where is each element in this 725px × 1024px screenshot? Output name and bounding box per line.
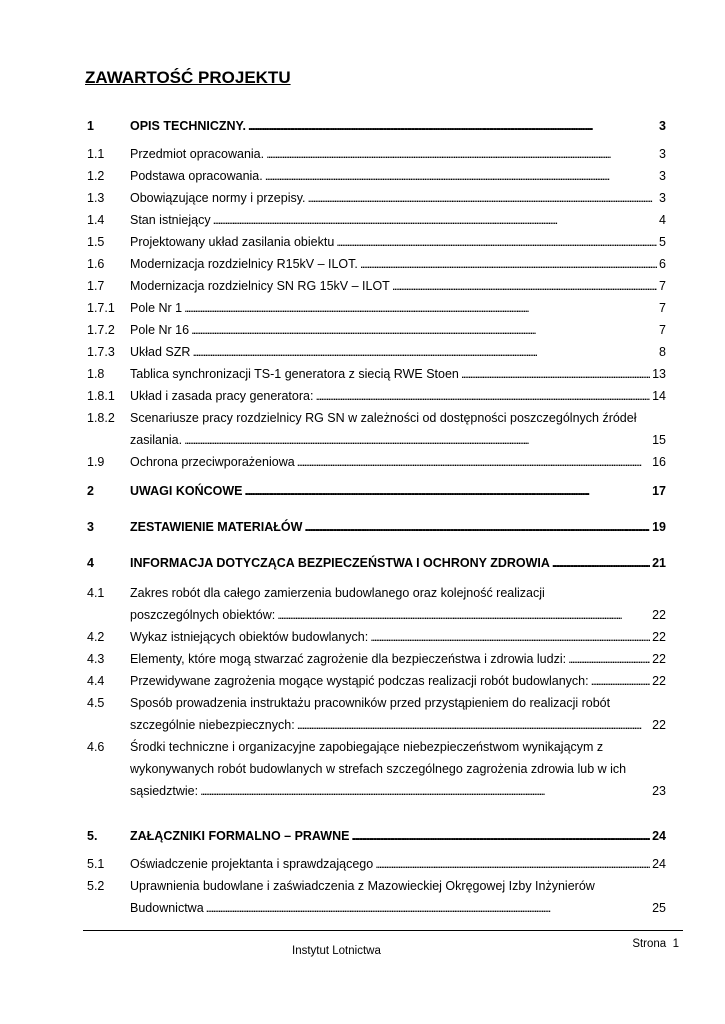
footer-page-indicator bbox=[632, 938, 679, 950]
toc-entry-page: 3 bbox=[659, 191, 666, 205]
toc-entry bbox=[0, 481, 725, 501]
toc-entry-number: 1.7.2 bbox=[87, 323, 115, 337]
toc-entry-title: Układ i zasada pracy generatora: bbox=[130, 389, 314, 403]
toc-entry bbox=[0, 781, 725, 801]
footer-page-label: Strona bbox=[632, 938, 667, 950]
toc-entry-page: 22 bbox=[652, 674, 666, 688]
toc-entry bbox=[0, 693, 725, 713]
toc-entry bbox=[0, 408, 725, 428]
toc-leader-dots bbox=[265, 166, 657, 186]
toc-entry-number: 4.1 bbox=[87, 586, 105, 600]
toc-entry-number: 1.8.2 bbox=[87, 411, 115, 425]
toc-entry-title: Projektowany układ zasilania obiektu bbox=[130, 235, 335, 249]
toc-entry bbox=[0, 553, 725, 573]
toc-leader-dots bbox=[266, 144, 657, 164]
toc-entry-title: Układ SZR bbox=[130, 345, 191, 359]
toc-entry-page: 7 bbox=[659, 301, 666, 315]
toc-entry bbox=[0, 166, 725, 186]
toc-entry-number: 1.7.3 bbox=[87, 345, 115, 359]
toc-entry-title: wykonywanych robót budowlanych w strefach szczególnego zagrożenia zdrowia lub w ich bbox=[130, 762, 627, 776]
toc-entry-row bbox=[130, 627, 666, 647]
toc-leader-dots bbox=[336, 232, 657, 252]
toc-entry-page: 22 bbox=[652, 630, 666, 644]
toc-entry bbox=[0, 759, 725, 779]
toc-entry-number: 1.6 bbox=[87, 257, 105, 271]
toc-entry bbox=[0, 715, 725, 735]
toc-leader-dots bbox=[304, 517, 650, 537]
toc-leader-dots bbox=[245, 481, 651, 501]
toc-entry-row bbox=[130, 671, 666, 691]
toc-entry-row bbox=[130, 232, 666, 252]
toc-entry-number: 4.3 bbox=[87, 652, 105, 666]
toc-entry bbox=[0, 276, 725, 296]
toc-leader-dots bbox=[184, 298, 657, 318]
toc-leader-dots bbox=[315, 386, 650, 406]
toc-entry-page: 7 bbox=[659, 279, 666, 293]
toc-leader-dots bbox=[591, 671, 651, 691]
toc-entry-number: 4.4 bbox=[87, 674, 105, 688]
toc-entry-title: Pole Nr 16 bbox=[130, 323, 190, 337]
toc-entry-title: Uprawnienia budowlane i zaświadczenia z Mazowieckiej Okręgowej Izby Inżynierów bbox=[130, 879, 595, 893]
toc-leader-dots bbox=[375, 854, 650, 874]
toc-entry-number: 4.6 bbox=[87, 740, 105, 754]
toc-entry-page: 15 bbox=[652, 433, 666, 447]
toc-leader-dots bbox=[392, 276, 657, 296]
toc-entry-row bbox=[130, 188, 666, 208]
toc-entry bbox=[0, 116, 725, 136]
toc-entry-row bbox=[130, 116, 666, 136]
toc-entry-row bbox=[130, 898, 666, 918]
toc-entry-title: Modernizacja rozdzielnicy SN RG 15kV – ILOT bbox=[130, 279, 390, 293]
toc-entry-page: 22 bbox=[652, 608, 666, 622]
toc-leader-dots bbox=[206, 898, 650, 918]
toc-entry-title: Pole Nr 1 bbox=[130, 301, 183, 315]
toc-entry-number: 1.4 bbox=[87, 213, 105, 227]
toc-entry-page: 24 bbox=[652, 857, 666, 871]
toc-entry-number: 1.5 bbox=[87, 235, 105, 249]
toc-entry-title: ZESTAWIENIE MATERIAŁÓW bbox=[130, 520, 303, 534]
toc-entry-row bbox=[130, 737, 666, 757]
toc-entry bbox=[0, 430, 725, 450]
toc-entry-row bbox=[130, 781, 666, 801]
toc-entry-row bbox=[130, 342, 666, 362]
toc-entry-page: 5 bbox=[659, 235, 666, 249]
toc-entry-number: 5. bbox=[87, 829, 98, 843]
toc-leader-dots bbox=[248, 116, 657, 136]
toc-entry-page: 23 bbox=[652, 784, 666, 798]
toc-leader-dots bbox=[192, 342, 657, 362]
document-title: ZAWARTOŚĆ PROJEKTU bbox=[85, 68, 291, 87]
toc-entry-page: 22 bbox=[652, 718, 666, 732]
toc-entry bbox=[0, 232, 725, 252]
toc-entry bbox=[0, 517, 725, 537]
toc-entry-page: 7 bbox=[659, 323, 666, 337]
toc-entry-row bbox=[130, 826, 666, 846]
toc-entry-title: Obowiązujące normy i przepisy. bbox=[130, 191, 306, 205]
toc-entry-page: 3 bbox=[659, 147, 666, 161]
toc-entry-number: 1.7 bbox=[87, 279, 105, 293]
toc-entry bbox=[0, 826, 725, 846]
toc-entry-row bbox=[130, 854, 666, 874]
toc-leader-dots bbox=[277, 605, 650, 625]
toc-entry-row bbox=[130, 481, 666, 501]
toc-entry bbox=[0, 254, 725, 274]
toc-entry-title: INFORMACJA DOTYCZĄCA BEZPIECZEŃSTWA I OCHRONY ZDROWIA bbox=[130, 556, 550, 570]
toc-entry-title: Stan istniejący bbox=[130, 213, 211, 227]
toc-entry-row bbox=[130, 715, 666, 735]
toc-entry bbox=[0, 210, 725, 230]
toc-entry-title: Oświadczenie projektanta i sprawdzającego bbox=[130, 857, 374, 871]
toc-entry bbox=[0, 671, 725, 691]
toc-entry-title: Środki techniczne i organizacyjne zapobiegające niebezpieczeństwom wynikającym z bbox=[130, 740, 604, 754]
toc-entry-title: zasilania. bbox=[130, 433, 183, 447]
toc-entry bbox=[0, 364, 725, 384]
toc-entry-row bbox=[130, 210, 666, 230]
toc-entry-row bbox=[130, 320, 666, 340]
toc-entry-title: Scenariusze pracy rozdzielnicy RG SN w zależności od dostępności poszczególnych źródeł bbox=[130, 411, 637, 425]
toc-entry-title: Tablica synchronizacji TS-1 generatora z siecią RWE Stoen bbox=[130, 367, 459, 381]
toc-entry-number: 1.2 bbox=[87, 169, 105, 183]
toc-entry-row bbox=[130, 553, 666, 573]
toc-entry-row bbox=[130, 166, 666, 186]
toc-leader-dots bbox=[360, 254, 657, 274]
toc-entry bbox=[0, 386, 725, 406]
toc-entry-title: szczególnie niebezpiecznych: bbox=[130, 718, 295, 732]
toc-entry-page: 22 bbox=[652, 652, 666, 666]
toc-entry-row bbox=[130, 583, 666, 603]
footer-divider bbox=[83, 930, 683, 931]
toc-entry-title: Przewidywane zagrożenia mogące wystąpić podczas realizacji robót budowlanych: bbox=[130, 674, 589, 688]
toc-entry-page: 6 bbox=[659, 257, 666, 271]
toc-entry-page: 14 bbox=[652, 389, 666, 403]
toc-entry-title: Modernizacja rozdzielnicy R15kV – ILOT. bbox=[130, 257, 358, 271]
toc-entry bbox=[0, 188, 725, 208]
toc-entry-title: Ochrona przeciwporażeniowa bbox=[130, 455, 295, 469]
toc-entry-row bbox=[130, 254, 666, 274]
toc-entry-number: 1.8.1 bbox=[87, 389, 115, 403]
toc-entry-page: 3 bbox=[659, 169, 666, 183]
toc-entry-row bbox=[130, 759, 666, 779]
toc-entry-row bbox=[130, 605, 666, 625]
toc-entry-title: Zakres robót dla całego zamierzenia budowlanego oraz kolejność realizacji bbox=[130, 586, 545, 600]
toc-entry-title: Budownictwa bbox=[130, 901, 204, 915]
toc-entry-number: 5.1 bbox=[87, 857, 105, 871]
toc-entry-row bbox=[130, 649, 666, 669]
toc-entry-page: 19 bbox=[652, 520, 666, 534]
toc-entry-title: poszczególnych obiektów: bbox=[130, 608, 276, 622]
toc-entry-number: 4.5 bbox=[87, 696, 105, 710]
toc-leader-dots bbox=[370, 627, 650, 647]
toc-entry-number: 1.3 bbox=[87, 191, 105, 205]
toc-leader-dots bbox=[308, 188, 658, 208]
toc-entry bbox=[0, 737, 725, 757]
toc-entry-page: 3 bbox=[659, 119, 666, 133]
toc-entry-number: 1.7.1 bbox=[87, 301, 115, 315]
toc-entry-page: 21 bbox=[652, 556, 666, 570]
toc-entry-number: 4.2 bbox=[87, 630, 105, 644]
toc-entry-page: 17 bbox=[652, 484, 666, 498]
toc-entry-title: Przedmiot opracowania. bbox=[130, 147, 265, 161]
toc-entry-title: sąsiedztwie: bbox=[130, 784, 199, 798]
toc-entry bbox=[0, 898, 725, 918]
toc-entry-number: 2 bbox=[87, 484, 94, 498]
toc-entry-number: 3 bbox=[87, 520, 94, 534]
toc-entry-title: OPIS TECHNICZNY. bbox=[130, 119, 246, 133]
toc-entry-page: 13 bbox=[652, 367, 666, 381]
toc-entry-page: 25 bbox=[652, 901, 666, 915]
toc-entry-number: 1.9 bbox=[87, 455, 105, 469]
toc-entry-row bbox=[130, 693, 666, 713]
toc-entry-title: Sposób prowadzenia instruktażu pracowników przed przystąpieniem do realizacji robót bbox=[130, 696, 611, 710]
toc-entry-row bbox=[130, 517, 666, 537]
toc-entry-title: Wykaz istniejących obiektów budowlanych: bbox=[130, 630, 369, 644]
toc-entry-page: 4 bbox=[659, 213, 666, 227]
toc-leader-dots bbox=[568, 649, 650, 669]
toc-leader-dots bbox=[184, 430, 650, 450]
toc-entry-row bbox=[130, 386, 666, 406]
toc-entry-number: 1.8 bbox=[87, 367, 105, 381]
toc-entry-row bbox=[130, 364, 666, 384]
toc-entry bbox=[0, 605, 725, 625]
toc-leader-dots bbox=[461, 364, 650, 384]
toc-entry-number: 1.1 bbox=[87, 147, 105, 161]
toc-entry-page: 8 bbox=[659, 345, 666, 359]
toc-entry-row bbox=[130, 276, 666, 296]
toc-entry bbox=[0, 298, 725, 318]
toc-leader-dots bbox=[191, 320, 657, 340]
toc-entry-row bbox=[130, 876, 666, 896]
toc-entry bbox=[0, 320, 725, 340]
toc-entry-row bbox=[130, 144, 666, 164]
toc-leader-dots bbox=[297, 452, 650, 472]
toc-entry-page: 24 bbox=[652, 829, 666, 843]
toc-entry-number: 5.2 bbox=[87, 879, 105, 893]
toc-leader-dots bbox=[351, 826, 650, 846]
toc-entry bbox=[0, 452, 725, 472]
toc-leader-dots bbox=[552, 553, 650, 573]
toc-entry-row bbox=[130, 452, 666, 472]
footer-page-number: 1 bbox=[672, 938, 679, 950]
toc-entry-title: UWAGI KOŃCOWE bbox=[130, 484, 243, 498]
toc-entry-row bbox=[130, 298, 666, 318]
toc-leader-dots bbox=[297, 715, 650, 735]
toc-entry-number: 4 bbox=[87, 556, 94, 570]
toc-entry-row bbox=[130, 430, 666, 450]
toc-entry-title: Elementy, które mogą stwarzać zagrożenie dla bezpieczeństwa i zdrowia ludzi: bbox=[130, 652, 567, 666]
toc-entry bbox=[0, 876, 725, 896]
toc-entry bbox=[0, 649, 725, 669]
toc-entry bbox=[0, 627, 725, 647]
toc-entry bbox=[0, 342, 725, 362]
toc-leader-dots bbox=[213, 210, 657, 230]
toc-entry-number: 1 bbox=[87, 119, 94, 133]
toc-entry-page: 16 bbox=[652, 455, 666, 469]
toc-entry bbox=[0, 854, 725, 874]
toc-entry-title: ZAŁĄCZNIKI FORMALNO – PRAWNE bbox=[130, 829, 350, 843]
footer-institution: Instytut Lotnictwa bbox=[292, 945, 381, 957]
toc-entry bbox=[0, 144, 725, 164]
toc-entry-title: Podstawa opracowania. bbox=[130, 169, 263, 183]
toc-leader-dots bbox=[200, 781, 650, 801]
toc-entry-row bbox=[130, 408, 666, 428]
toc-entry bbox=[0, 583, 725, 603]
